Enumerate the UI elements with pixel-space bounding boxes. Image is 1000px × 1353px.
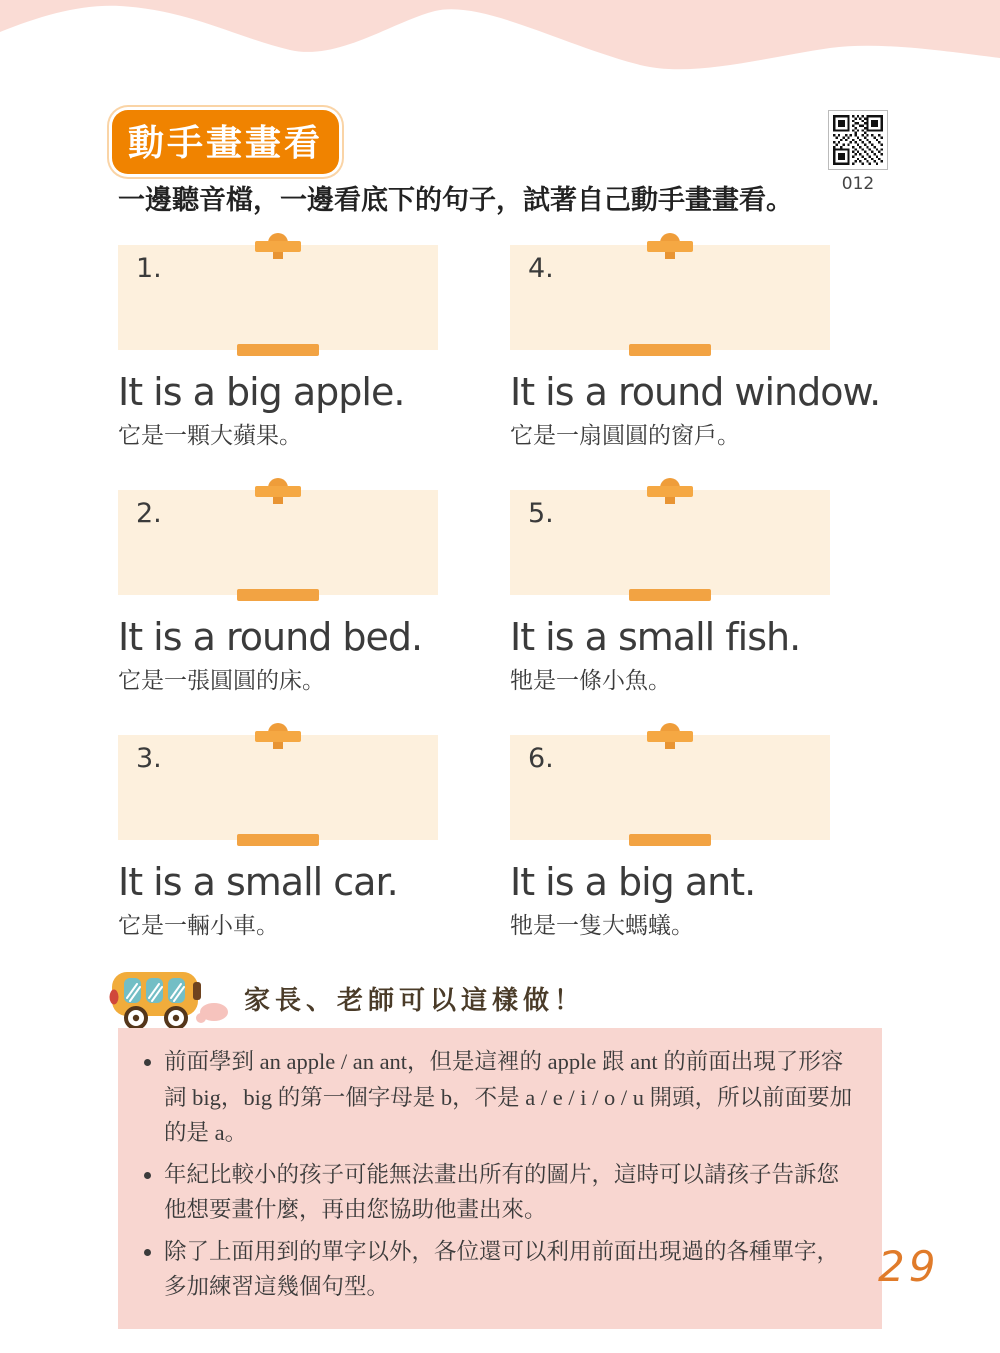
exercise-number: 6.	[528, 743, 554, 774]
box-bottom-bar-icon	[237, 589, 319, 601]
english-sentence: It is a big ant.	[510, 860, 756, 904]
exercise-cell-3	[118, 723, 448, 940]
box-bottom-bar-icon	[629, 589, 711, 601]
drawing-box	[510, 245, 830, 350]
tips-list	[140, 1044, 858, 1305]
english-sentence: It is a round window.	[510, 370, 881, 414]
wave-decoration	[0, 0, 1000, 100]
clip-icon	[647, 723, 693, 749]
drawing-box	[510, 735, 830, 840]
qr-code-icon	[828, 110, 888, 170]
drawing-box	[118, 490, 438, 595]
qr-track-number: 012	[841, 174, 875, 194]
clip-icon	[647, 478, 693, 504]
chinese-translation: 牠是一條小魚。	[510, 668, 671, 693]
page-number: 29	[878, 1242, 940, 1291]
clip-icon	[255, 723, 301, 749]
chinese-translation: 它是一扇圓圓的窗戶。	[510, 423, 740, 448]
english-sentence: It is a small fish.	[510, 615, 801, 659]
clip-icon	[255, 478, 301, 504]
tip-item: • 除了上面用到的單字以外，各位還可以利用前面出現過的各種單字，多加練習這幾個句型。	[164, 1234, 858, 1305]
exercise-number: 1.	[136, 253, 162, 284]
chinese-translation: 它是一輛小車。	[118, 913, 279, 938]
exercise-cell-4	[510, 233, 881, 450]
box-bottom-bar-icon	[237, 344, 319, 356]
chinese-translation: 它是一顆大蘋果。	[118, 423, 302, 448]
exercise-number: 3.	[136, 743, 162, 774]
exercise-cell-5	[510, 478, 840, 695]
drawing-box	[510, 490, 830, 595]
exercise-cell-2	[118, 478, 448, 695]
box-bottom-bar-icon	[629, 344, 711, 356]
clip-icon	[647, 233, 693, 259]
box-bottom-bar-icon	[237, 834, 319, 846]
box-bottom-bar-icon	[629, 834, 711, 846]
chinese-translation: 牠是一隻大螞蟻。	[510, 913, 694, 938]
tip-item: • 年紀比較小的孩子可能無法畫出所有的圖片，這時可以請孩子告訴您他想要畫什麼，再由您協助他畫出來。	[164, 1157, 858, 1228]
tips-box	[118, 1028, 882, 1329]
instruction-text: 一邊聽音檔，一邊看底下的句子，試著自己動手畫畫看。	[118, 185, 793, 215]
clip-icon	[255, 233, 301, 259]
english-sentence: It is a big apple.	[118, 370, 405, 414]
school-bus-icon	[106, 960, 232, 1034]
audio-qr-block	[824, 110, 892, 194]
drawing-box	[118, 245, 438, 350]
exercise-cell-6	[510, 723, 840, 940]
page-title: 動手畫畫看	[112, 110, 339, 174]
exercise-number: 4.	[528, 253, 554, 284]
tips-heading: 家長、老師可以這樣做！	[244, 985, 586, 1015]
english-sentence: It is a round bed.	[118, 615, 423, 659]
english-sentence: It is a small car.	[118, 860, 398, 904]
chinese-translation: 它是一張圓圓的床。	[118, 668, 325, 693]
exercise-number: 5.	[528, 498, 554, 529]
tip-item: • 前面學到 an apple / an ant，但是這裡的 apple 跟 ant 的前面出現了形容詞 big，big 的第一個字母是 b，不是 a / e / i / o / u 開頭，所以前面要加的是 a。	[164, 1044, 858, 1151]
qr-pattern	[833, 115, 883, 165]
drawing-box	[118, 735, 438, 840]
exercise-cell-1	[118, 233, 448, 450]
exercise-number: 2.	[136, 498, 162, 529]
